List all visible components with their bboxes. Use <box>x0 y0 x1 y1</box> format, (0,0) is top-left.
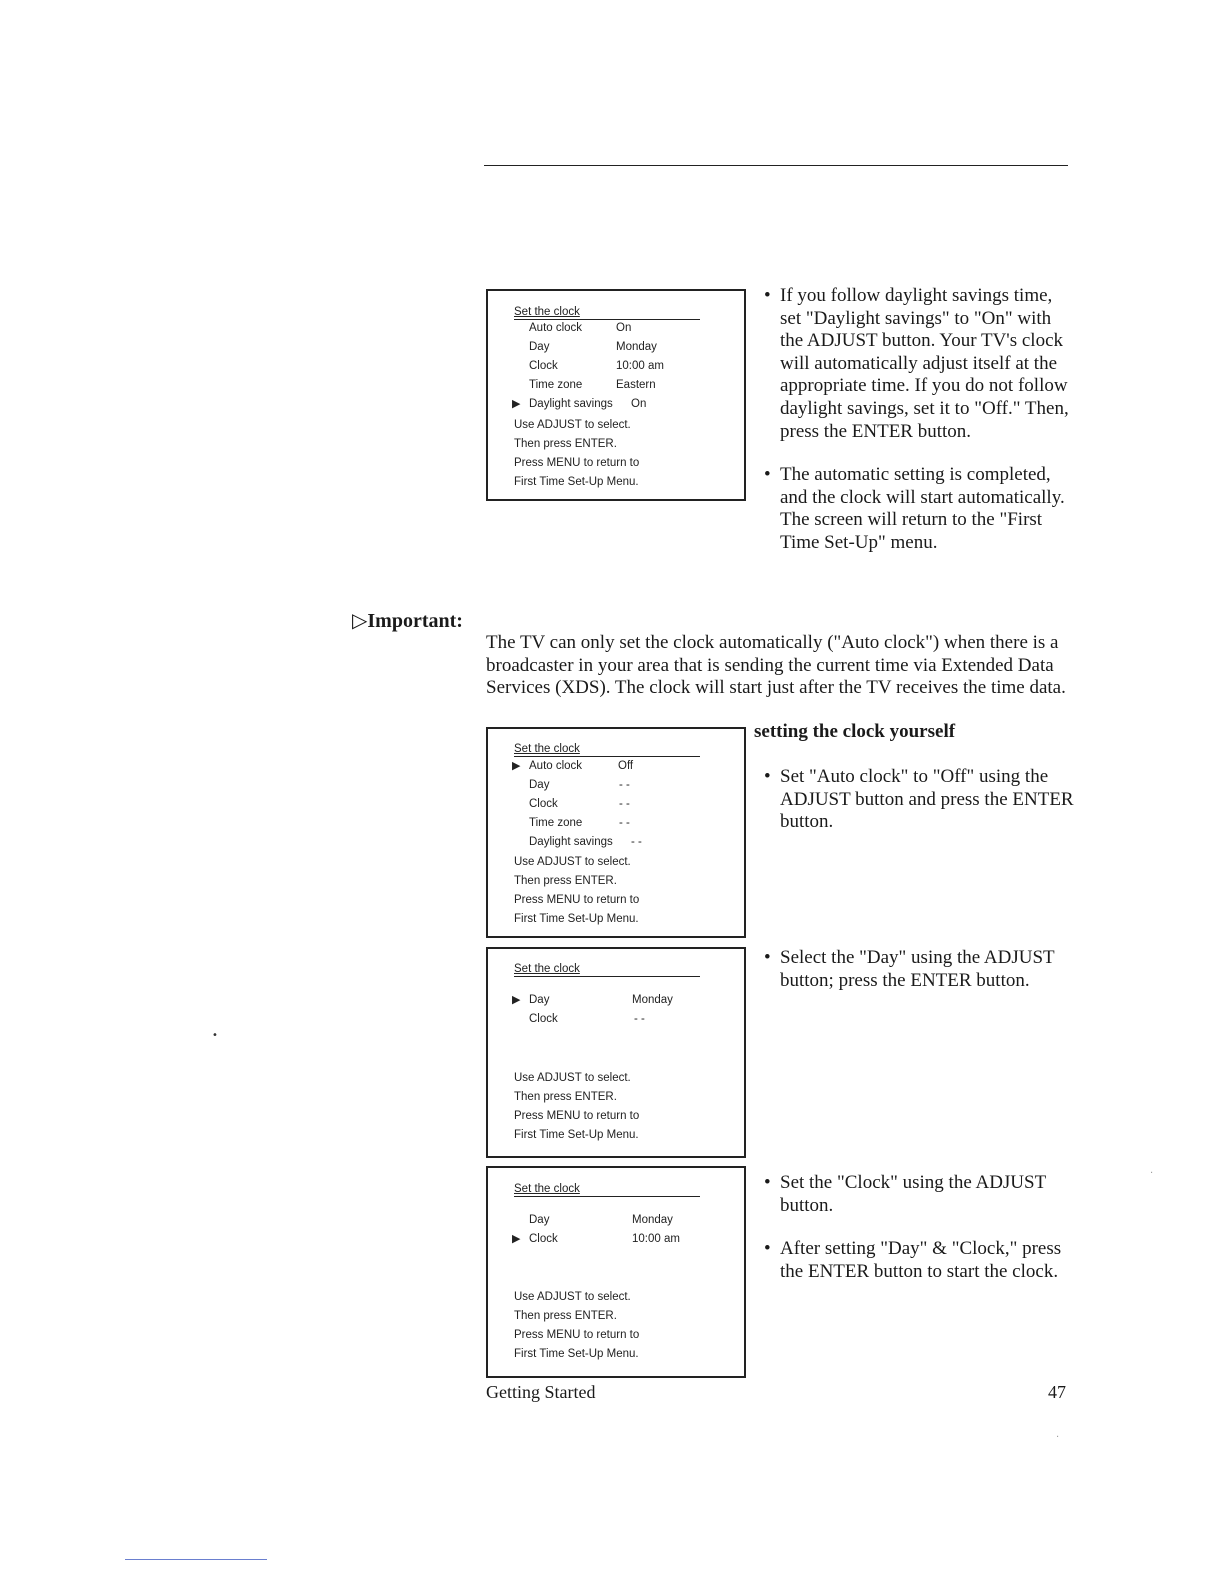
osd-row-value: - - <box>631 836 642 848</box>
osd-instruction: Then press ENTER. <box>514 1091 617 1103</box>
osd-instruction: Press MENU to return to <box>514 894 640 906</box>
selection-arrow-icon: ▶ <box>512 994 521 1006</box>
bullet-icon: • <box>764 1172 771 1193</box>
bullet-icon: • <box>764 766 771 787</box>
osd-instruction: First Time Set-Up Menu. <box>514 1348 639 1360</box>
osd-row-label: Auto clock <box>529 322 583 334</box>
osd-instruction: Press MENU to return to <box>514 1329 640 1341</box>
osd-row-label: Clock <box>529 1233 558 1245</box>
osd-row-value: Monday <box>632 994 673 1006</box>
osd-row-value: - - <box>619 779 630 791</box>
osd-row-label: Day <box>529 994 550 1006</box>
osd-row-auto-clock <box>488 319 744 337</box>
bullet-item <box>764 766 1074 834</box>
osd-row-value: Eastern <box>616 379 656 391</box>
osd-row-label: Day <box>529 779 550 791</box>
bullet-text: Select the "Day" using the ADJUST button; press the ENTER button. <box>780 947 1055 991</box>
footer-rule <box>125 1559 267 1560</box>
bullet-text: Set "Auto clock" to "Off" using the ADJUST button and press the ENTER button. <box>780 766 1074 833</box>
osd-instruction: Use ADJUST to select. <box>514 1072 631 1084</box>
scan-speck: · <box>1056 1432 1060 1443</box>
osd-row-auto-clock <box>488 757 744 775</box>
osd-instruction: First Time Set-Up Menu. <box>514 476 639 488</box>
osd-row-label: Daylight savings <box>529 836 613 848</box>
scan-speck: · <box>1150 1168 1154 1179</box>
osd-title: Set the clock <box>514 1182 700 1197</box>
bullet-text: If you follow daylight savings time, set "Daylight savings" to "On" with the ADJUST button. Your TV's clock will automatically adjust itself at the appropriate time. If you do not follow daylight savings, set it to "Off." Then, press the ENTER button. <box>780 285 1069 442</box>
osd-row-value: 10:00 am <box>616 360 664 372</box>
osd-row-value: Off <box>618 760 634 772</box>
osd-screen-set-day <box>486 947 746 1158</box>
bullet-item <box>764 464 1074 554</box>
osd-screen-set-clock <box>486 1166 746 1378</box>
section-heading: setting the clock yourself <box>754 721 956 742</box>
triangle-marker-icon: ▷ <box>352 610 368 632</box>
osd-row-value: On <box>616 322 632 334</box>
bullet-group-day <box>764 947 1074 1013</box>
osd-instruction: Then press ENTER. <box>514 1310 617 1322</box>
osd-instruction: Use ADJUST to select. <box>514 856 631 868</box>
bullet-icon: • <box>764 1238 771 1260</box>
osd-instruction: Then press ENTER. <box>514 438 617 450</box>
osd-row-label: Auto clock <box>529 760 583 772</box>
osd-row-daylight-savings <box>488 833 744 851</box>
osd-row-value: - - <box>634 1013 645 1025</box>
bullet-text: After setting "Day" & "Clock," press the ENTER button to start the clock. <box>780 1238 1062 1282</box>
osd-row-day <box>488 991 744 1009</box>
osd-row-label: Clock <box>529 798 558 810</box>
osd-row-clock <box>488 1010 744 1028</box>
osd-row-label: Clock <box>529 1013 558 1025</box>
osd-row-clock <box>488 1230 744 1248</box>
osd-row-value: On <box>631 398 647 410</box>
osd-row-label: Day <box>529 341 550 353</box>
osd-row-day <box>488 1211 744 1229</box>
scan-speck: • <box>212 1030 218 1041</box>
osd-screen-daylight <box>486 289 746 501</box>
important-label: ▷Important: <box>352 610 463 632</box>
osd-row-value: 10:00 am <box>632 1233 680 1245</box>
osd-instruction: First Time Set-Up Menu. <box>514 913 639 925</box>
osd-row-value: Monday <box>616 341 657 353</box>
osd-instruction: First Time Set-Up Menu. <box>514 1129 639 1141</box>
osd-screen-auto-clock-off <box>486 727 746 938</box>
selection-arrow-icon: ▶ <box>512 760 521 772</box>
osd-row-clock <box>488 795 744 813</box>
osd-row-day <box>488 338 744 356</box>
osd-row-label: Daylight savings <box>529 398 613 410</box>
bullet-item <box>764 285 1074 443</box>
bullet-group-auto-off <box>764 766 1074 855</box>
bullet-icon: • <box>764 947 771 968</box>
bullet-icon: • <box>764 464 771 486</box>
osd-instruction: Press MENU to return to <box>514 457 640 469</box>
footer-section-title: Getting Started <box>486 1382 596 1402</box>
bullet-item <box>764 1172 1074 1217</box>
osd-title: Set the clock <box>514 305 700 320</box>
header-rule <box>484 165 1068 166</box>
osd-row-time-zone <box>488 376 744 394</box>
selection-arrow-icon: ▶ <box>512 1233 521 1245</box>
bullet-text: Set the "Clock" using the ADJUST button. <box>780 1172 1046 1216</box>
osd-row-label: Time zone <box>529 379 583 391</box>
osd-row-label: Clock <box>529 360 558 372</box>
osd-row-daylight-savings <box>488 395 744 413</box>
osd-row-label: Time zone <box>529 817 583 829</box>
selection-arrow-icon: ▶ <box>512 398 521 410</box>
osd-row-value: Monday <box>632 1214 673 1226</box>
osd-title: Set the clock <box>514 962 700 977</box>
bullet-icon: • <box>764 285 771 306</box>
page-number: 47 <box>1048 1382 1066 1402</box>
important-paragraph: The TV can only set the clock automatically ("Auto clock") when there is a broadcaster in your area that is sending the current time via Extended Data Services (XDS). The clock will start just after the TV receives the time data. <box>486 632 1066 699</box>
osd-row-time-zone <box>488 814 744 832</box>
osd-instruction: Then press ENTER. <box>514 875 617 887</box>
osd-row-value: - - <box>619 798 630 810</box>
bullet-item <box>764 1238 1074 1283</box>
osd-instruction: Use ADJUST to select. <box>514 1291 631 1303</box>
bullet-group-daylight <box>764 285 1074 576</box>
bullet-text: The automatic setting is completed, and the clock will start automatically. The screen will return to the "First Time Set-Up" menu. <box>780 464 1065 553</box>
osd-row-clock <box>488 357 744 375</box>
osd-row-label: Day <box>529 1214 550 1226</box>
osd-row-value: - - <box>619 817 630 829</box>
osd-instruction: Press MENU to return to <box>514 1110 640 1122</box>
osd-row-day <box>488 776 744 794</box>
osd-instruction: Use ADJUST to select. <box>514 419 631 431</box>
osd-title: Set the clock <box>514 742 700 757</box>
bullet-group-clock <box>764 1172 1074 1304</box>
bullet-item <box>764 947 1074 992</box>
